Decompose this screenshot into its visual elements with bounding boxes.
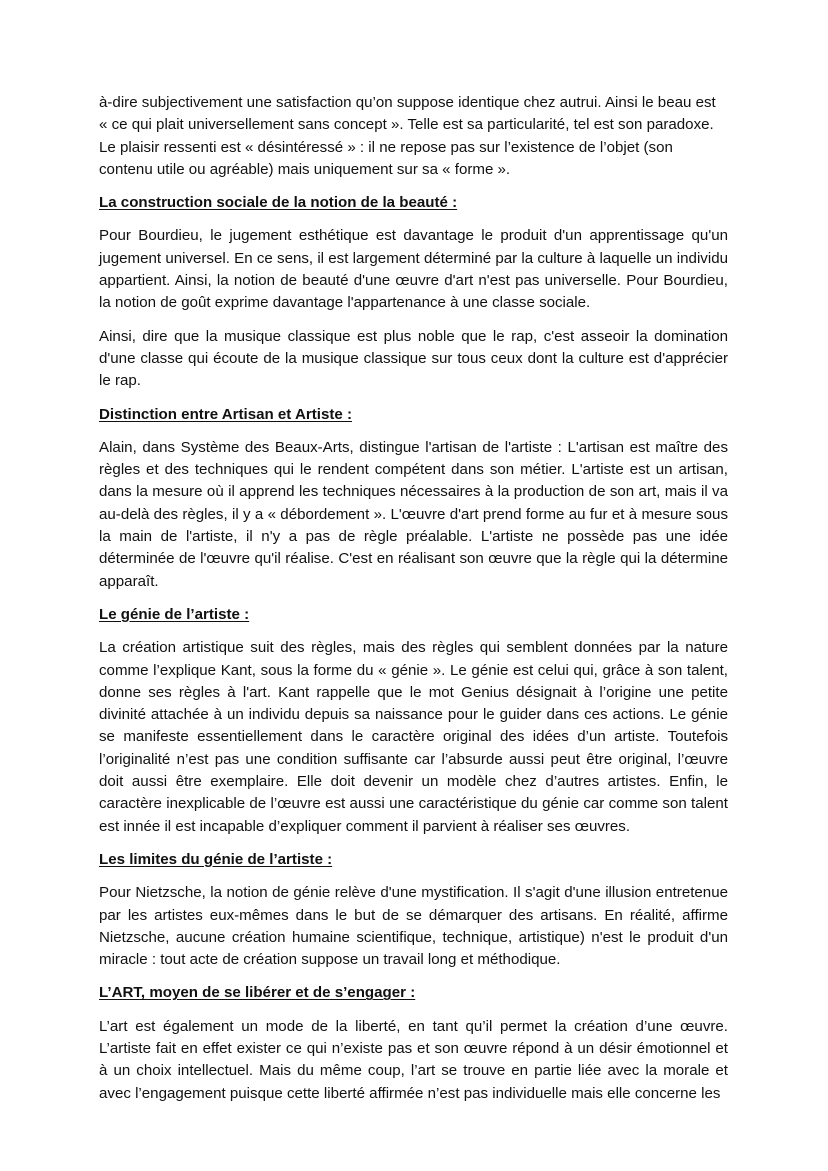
section-genie (99, 604, 728, 838)
section-beauty-social (99, 192, 728, 392)
section-paragraph: Alain, dans Système des Beaux-Arts, distingue l'artisan de l'artiste : L'artisan est maître des règles et des techniques qui le rendent compétent dans son métier. L'artiste est un artisan, dans la mesure où il apprend les techniques nécessaires à la production de son art, mais il va au-delà des règles, il y a « débordement ». L'œuvre d'art prend forme au fur et à mesure sous la main de l'artiste, il n'y a pas de règle préalable. L'artiste ne possède pas une idée déterminée de l'œuvre qu'il réalise. C'est en réalisant son œuvre que la règle qui la détermine apparaît. (99, 438, 728, 590)
document-page (99, 92, 728, 1116)
section-paragraph: Ainsi, dire que la musique classique est plus noble que le rap, c'est asseoir la domination d'une classe qui écoute de la musique classique sur tous ceux dont la culture est d'apprécier le rap. (99, 327, 728, 390)
section-paragraph: Pour Bourdieu, le jugement esthétique est davantage le produit d'un apprentissage qu'un jugement universel. En ce sens, il est largement déterminé par la culture à laquelle un individu appartient. Ainsi, la notion de beauté d'une œuvre d'art n'est pas universelle. Pour Bourdieu, la notion de goût exprime davantage l'appartenance à une classe sociale. (99, 227, 728, 312)
section-paragraph: Pour Nietzsche, la notion de génie relève d'une mystification. Il s'agit d'une illusion entretenue par les artistes eux-mêmes dans le but de se démarquer des artisans. En réalité, affirme Nietzsche, aucune création humaine scientifique, technique, artistique) n'est le produit d'un miracle : tout acte de création suppose un travail long et méthodique. (99, 884, 728, 969)
section-heading: L’ART, moyen de se libérer et de s’engager : (99, 984, 416, 1002)
section-heading: Le génie de l’artiste : (99, 605, 250, 623)
section-artisan-artiste (99, 404, 728, 593)
section-paragraph: L’art est également un mode de la liberté, en tant qu’il permet la création d’une œuvre. L’artiste fait en effet exister ce qui n’existe pas et son œuvre répond à un désir émotionnel et à un choix intellectuel. Mais du même coup, l’art se trouve en partie liée avec la morale et avec l’engagement puisque cette liberté affirmée n’est pas individuelle mais elle concerne les (99, 1017, 728, 1102)
intro-paragraph: à-dire subjectivement une satisfaction qu’on suppose identique chez autrui. Ainsi le beau est « ce qui plait universellement sans concept ». Telle est sa particularité, tel est son paradoxe. Le plaisir ressenti est « désintéressé » : il ne repose pas sur l’existence de l’objet (son contenu utile ou agréable) mais uniquement sur sa « forme ». (99, 94, 716, 178)
section-limites-genie (99, 849, 728, 971)
section-heading: Les limites du génie de l’artiste : (99, 850, 333, 868)
section-heading: Distinction entre Artisan et Artiste : (99, 405, 352, 423)
section-heading: La construction sociale de la notion de la beauté : (99, 194, 458, 212)
section-art-liberte (99, 982, 728, 1104)
section-paragraph: La création artistique suit des règles, mais des règles qui semblent données par la nature comme l’explique Kant, sous la forme du « génie ». Le génie est celui qui, grâce à son talent, donne ses règles à l'art. Kant rappelle que le mot Genius désignait à l’origine une petite divinité attachée à un individu depuis sa naissance pour le guider dans ces actions. Le génie se manifeste essentiellement dans le caractère original des idées d’un artiste. Toutefois l’originalité n’est pas une condition suffisante car l’absurde aussi peut être original, l’œuvre doit aussi être exemplaire. Elle doit devenir un modèle chez d’autres artistes. Enfin, le caractère inexplicable de l’œuvre est aussi une caractéristique du génie car comme son talent est innée il est incapable d’expliquer comment il parvient à réaliser ses œuvres. (99, 639, 728, 835)
